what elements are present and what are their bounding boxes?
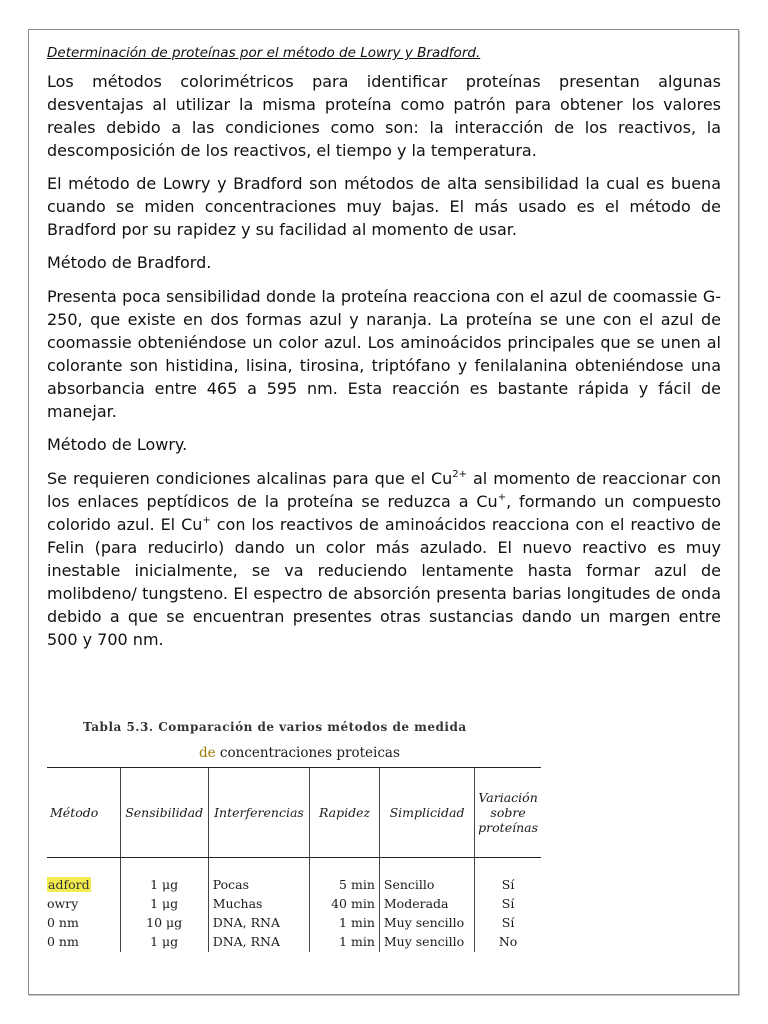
- scanned-table-caption: [199, 745, 400, 761]
- comparison-table: [47, 767, 541, 952]
- header-sensibilidad: Sensibilidad: [120, 768, 208, 858]
- table-row: [47, 895, 541, 914]
- paragraph-sensitivity: El método de Lowry y Bradford son métodos de alta sensibilidad la cual es buena cuando se miden concentraciones muy bajas. El más usado es el método de Bradford por su rapidez y su facilidad al momento de usar.: [47, 174, 721, 239]
- cell-simplicity: Muy sencillo: [379, 914, 474, 933]
- header-metodo: Método: [47, 768, 120, 858]
- cell-variation: Sí: [475, 858, 541, 896]
- header-variacion: Variación sobre proteínas: [475, 768, 541, 858]
- cell-speed: 5 min: [310, 858, 380, 896]
- lowry-text-a: Se requieren condiciones alcalinas para que el Cu: [47, 469, 453, 488]
- cell-interference: DNA, RNA: [208, 914, 310, 933]
- table-row: [47, 858, 541, 896]
- lowry-text-c: , formando un compuesto colorido azul. El Cu: [47, 492, 722, 534]
- cell-sensitivity: 1 μg: [120, 895, 208, 914]
- lowry-text-b: al momento de reaccionar con los enlaces peptídicos de la proteína se reduzca a Cu: [47, 469, 721, 511]
- cell-speed: 40 min: [310, 895, 380, 914]
- superscript-cu2plus: 2+: [452, 468, 468, 480]
- table-header-row: [47, 768, 541, 858]
- cell-speed: 1 min: [310, 914, 380, 933]
- lowry-text-d: con los reactivos de aminoácidos reacciona con el reactivo de Felin (para reducirlo) dando un color más azulado. El nuevo reactivo es muy inestable inicialmente, se va reduciendo lentamente hasta formar azul de molibdeno/ tungsteno. El espectro de absorción presenta barias longitudes de onda debido a que se encuentran presentes otras sustancias dando un margen entre 500 y 700 nm.: [47, 515, 721, 649]
- paragraph-lowry: [47, 467, 721, 651]
- table-row: [47, 914, 541, 933]
- header-rapidez: Rapidez: [310, 768, 380, 858]
- superscript-cuplus-1: +: [497, 491, 507, 503]
- superscript-cuplus-2: +: [202, 514, 211, 526]
- cell-sensitivity: 1 μg: [120, 933, 208, 952]
- cell-variation: Sí: [475, 895, 541, 914]
- cell-method: owry: [47, 896, 79, 911]
- caption-highlight-word: de: [199, 745, 216, 761]
- document-title: Determinación de proteínas por el método de Lowry y Bradford.: [47, 45, 481, 61]
- cell-variation: Sí: [475, 914, 541, 933]
- scanned-table-caption-top: Tabla 5.3. Comparación de varios métodos de medida: [83, 720, 467, 734]
- cell-method: 0 nm: [47, 934, 79, 949]
- cell-interference: Pocas: [208, 858, 310, 896]
- paragraph-bradford: Presenta poca sensibilidad donde la proteína reacciona con el azul de coomassie G-250, que existe en dos formas azul y naranja. La proteína se une con el azul de coomassie obteniéndose un color azul. Los aminoácidos principales que se unen al colorante son histidina, lisina, tirosina, triptófano y fenilalanina obteniéndose una absorbancia entre 465 a 595 nm. Esta reacción es bastante rápida y fácil de manejar.: [47, 287, 721, 421]
- cell-speed: 1 min: [310, 933, 380, 952]
- heading-lowry: Método de Lowry.: [47, 435, 188, 454]
- cell-variation: No: [475, 933, 541, 952]
- cell-simplicity: Muy sencillo: [379, 933, 474, 952]
- cell-sensitivity: 10 μg: [120, 914, 208, 933]
- heading-bradford: Método de Bradford.: [47, 253, 212, 272]
- cell-simplicity: Sencillo: [379, 858, 474, 896]
- header-simplicidad: Simplicidad: [379, 768, 474, 858]
- cell-simplicity: Moderada: [379, 895, 474, 914]
- cell-interference: DNA, RNA: [208, 933, 310, 952]
- method-highlight: adford: [48, 877, 90, 892]
- header-interferencias: Interferencias: [208, 768, 310, 858]
- scanned-table-image: [47, 720, 559, 949]
- cell-method: [47, 858, 120, 896]
- cell-method: 0 nm: [47, 915, 79, 930]
- paragraph-intro: Los métodos colorimétricos para identificar proteínas presentan algunas desventajas al utilizar la misma proteína como patrón para obtener los valores reales debido a las condiciones como son: la interacción de los reactivos, la descomposición de los reactivos, el tiempo y la temperatura.: [47, 72, 721, 160]
- table-row: [47, 933, 541, 952]
- document-body: [47, 44, 721, 661]
- cell-sensitivity: 1 μg: [120, 858, 208, 896]
- caption-rest: concentraciones proteicas: [215, 745, 400, 761]
- cell-interference: Muchas: [208, 895, 310, 914]
- document-page: [28, 29, 739, 995]
